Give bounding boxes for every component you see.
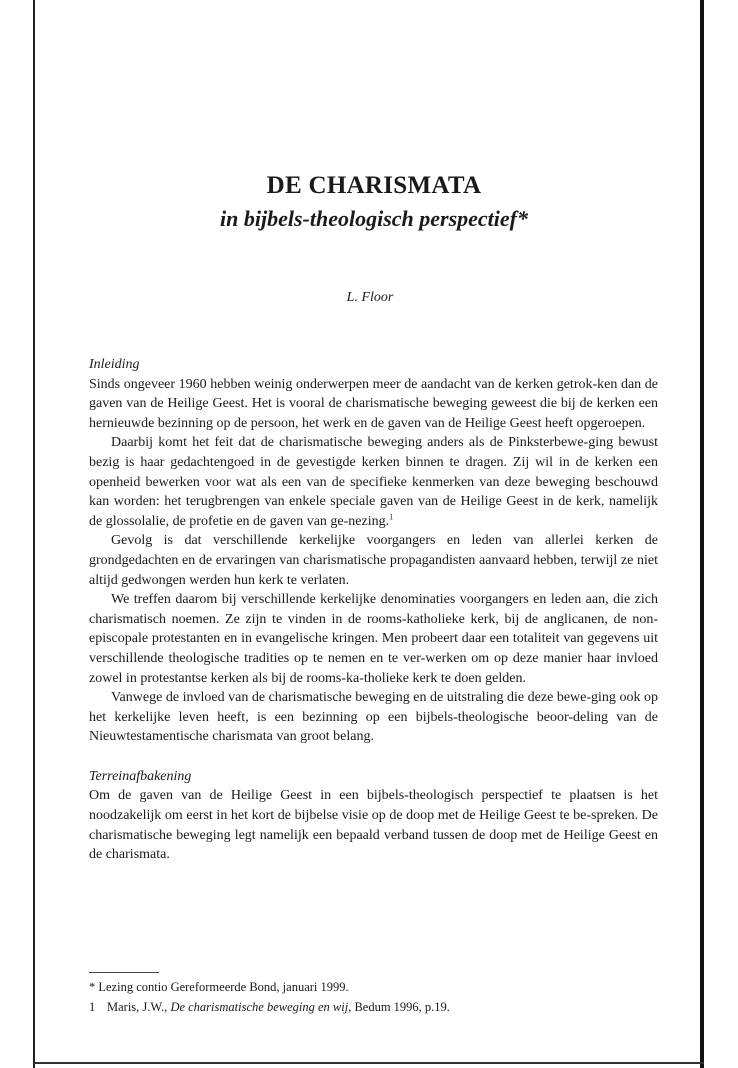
page-right-edge	[700, 0, 704, 1068]
paragraph: Sinds ongeveer 1960 hebben weinig onderwerpen meer de aandacht van de kerken getrok-ken dan de gaven van de Heilige Geest. Het is vooral de charismatische beweging geweest die bij de kerken een hernieuwde bezinning op de persoon, het werk en de gaven van de Heilige Geest heeft opgeroepen.	[89, 376, 658, 431]
paragraph: Om de gaven van de Heilige Geest in een bijbels-theologisch perspectief te plaatsen is het noodzakelijk om eerst in het kort de bijbelse visie op de doop met de Heilige Geest te be-spreken. De charismatische beweging legt namelijk een bepaald verband tussen de doop met de Heilige Geest en de charismata.	[89, 788, 658, 863]
section-spacer	[89, 747, 658, 767]
footnote-star	[89, 977, 658, 997]
footnote-marker: *	[89, 980, 96, 994]
section-heading-inleiding: Inleiding	[89, 357, 140, 372]
article-subtitle: in bijbels-theologisch perspectief*	[220, 206, 528, 231]
footnote-1	[89, 997, 658, 1017]
footnote-citation-title: De charismatische beweging en wij	[170, 1000, 349, 1014]
footnote-ref: 1	[389, 512, 394, 522]
paragraph: Vanwege de invloed van de charismatische beweging en de uitstraling die deze bewe-ging ook op het kerkelijke leven heeft, is een bezinning op een bijbels-theologische beoor-deling van de Nieuwtestamentische charismata van groot belang.	[89, 690, 658, 745]
paragraph: Gevolg is dat verschillende kerkelijke voorgangers en leden van allerlei kerken de grondgedachten en de ervaringen van charismatische propagandisten aanvaard hebben, terwijl ze niet altijd gedwongen werden hun kerk te verlaten.	[89, 533, 658, 588]
section-heading-terreinafbakening: Terreinafbakening	[89, 768, 192, 784]
author-name: L. Floor	[346, 290, 394, 305]
footnotes	[89, 977, 658, 1017]
article-title: DE CHARISMATA	[266, 172, 482, 199]
page-left-edge	[33, 0, 35, 1068]
footnote-text: , Bedum 1996, p.19.	[348, 1000, 450, 1014]
footnote-text: Maris, J.W.,	[107, 1000, 171, 1014]
paragraph	[89, 433, 658, 531]
footnote-text: Lezing contio Gereformeerde Bond, januari 1999.	[98, 980, 349, 994]
article-body	[89, 355, 658, 865]
footnote-divider	[89, 972, 159, 973]
page-bottom-edge	[33, 1062, 704, 1064]
footnote-marker: 1	[89, 1000, 96, 1014]
paragraph-text: Daarbij komt het feit dat de charismatische beweging anders als de Pinksterbewe-ging bewust bezig is haar gedachtengoed in de gevestigde kerken binnen te dragen. Zij wil in de kerken een openheid bewerken voor wat als een van de specifieke kenmerken van deze beweging beschouwd kan worden: het terugbrengen van enkele speciale gaven van de Heilige Geest in de kerk, namelijk de glossolalie, de profetie en de gaven van ge-nezing.	[89, 435, 658, 529]
paragraph: We treffen daarom bij verschillende kerkelijke denominaties voorgangers en leden aan, die zich charismatisch noemen. Ze zijn te vinden in de rooms-katholieke kerk, bij de anglicanen, de non-episcopale protestanten en in evangelische kringen. Men probeert daar een totaliteit van gegevens uit verschillende theologische tradities op te nemen en te ver-werken om op deze manier haar invloed zowel in protestantse kerken als bij de rooms-ka-tholieke kerk te doen gelden.	[89, 592, 658, 686]
